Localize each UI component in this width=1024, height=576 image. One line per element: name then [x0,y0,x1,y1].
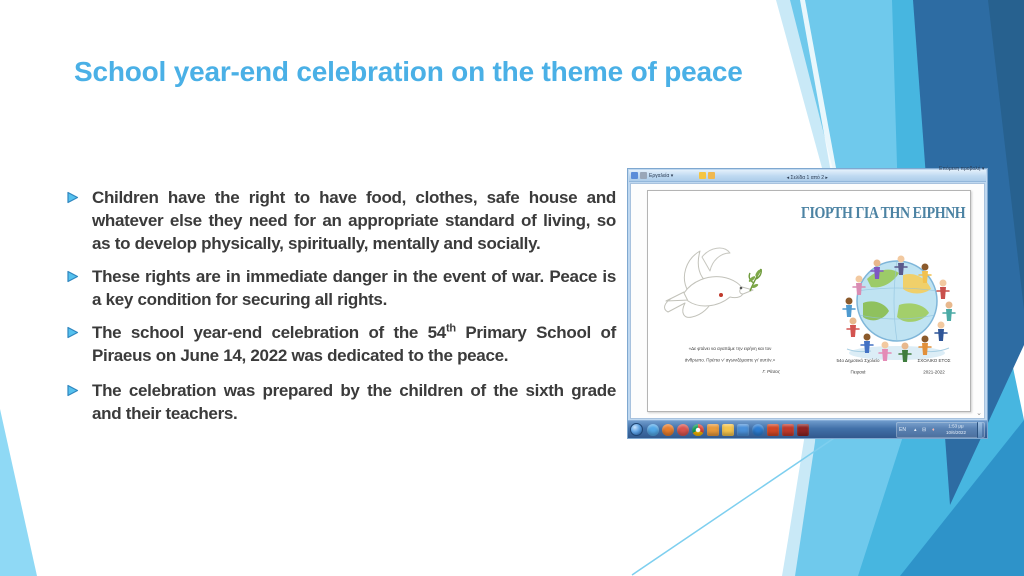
bullet-item [67,265,618,311]
windows-taskbar [628,420,987,438]
media-player-icon[interactable] [677,424,689,436]
scroll-down-hint-icon[interactable]: ⌄ [976,410,982,417]
bullet-item [67,186,618,255]
bullet-text [92,321,616,367]
preview-toolbar [629,165,986,182]
bullet-item [67,379,618,425]
network-icon[interactable]: ⊟ [921,426,926,433]
clock-date: 10/6/2022 [945,429,967,435]
dove-illustration [658,235,762,339]
edge-icon[interactable] [752,424,764,436]
school-year-label: ΣΧΟΛΙΚΟ ΕΤΟΣ [917,358,951,363]
school-name: 54ο Δημοτικό Σχολείο [836,358,880,363]
bullet-text-pre: The school year-end celebration of the 54 [92,323,446,342]
school-block [820,355,896,401]
bullet-text [92,265,616,311]
bullet-triangle-icon [67,326,79,339]
bullet-triangle-icon [67,270,79,283]
save-icon[interactable] [631,172,638,179]
outlook-icon[interactable] [707,424,719,436]
folder-icon[interactable] [708,172,715,179]
show-desktop-button[interactable] [977,422,982,438]
system-tray [896,422,985,438]
bullet-text-pre: The celebration was prepared by the children of the sixth grade and their teachers. [92,381,616,423]
bullet-text-pre: Children have the right to have food, clothes, safe house and whatever else they need for an appropriate standard of living, so as to develop physically, spiritually, mentally and socially. [92,188,616,253]
start-button[interactable] [630,423,643,436]
bullet-triangle-icon [67,191,79,204]
document-title: ΓΙΟΡΤΗ ΓΙΑ ΤΗΝ ΕΙΡΗΝΗ [800,203,965,222]
highlighter-icon[interactable] [699,172,706,179]
chrome-icon[interactable] [692,424,704,436]
toolbar-center-group [749,167,867,185]
next-view-button[interactable]: Επόμενη προβολή ▾ [938,165,985,171]
adobe-reader-icon[interactable] [782,424,794,436]
tray-expand-icon[interactable]: ▴ [914,426,917,433]
bullet-text-post: Primary School of Piraeus on June 14, 2022 was dedicated to the peace. [92,323,616,365]
dove-eye [740,287,743,290]
dove-red-mark [719,293,723,297]
bullet-triangle-icon [67,384,79,397]
document-viewport [630,183,985,419]
toolbar-left-group [631,170,749,181]
page-navigation[interactable]: ◂ Σελίδα 1 από 2 ▸ [786,174,829,180]
quote-block [650,343,810,412]
school-city: Πειραιά [850,369,866,375]
quote-author: Γ. Ρίτσος [762,369,780,374]
bullet-list [67,186,618,435]
acrobat-icon[interactable] [797,424,809,436]
print-icon[interactable] [640,172,647,179]
word-icon[interactable] [737,424,749,436]
bullet-text-pre: These rights are in immediate danger in the event of war. Peace is a key condition for securing all rights. [92,267,616,309]
powerpoint-icon[interactable] [767,424,779,436]
file-explorer-icon[interactable] [722,424,734,436]
school-year-value: 2021-2022 [923,369,945,375]
bullet-text [92,379,616,425]
school-year-block [900,355,968,401]
clock-time: 1:53 μμ [948,423,964,428]
globe-children-illustration [833,245,965,365]
action-center-icon[interactable]: ♦ [931,426,935,433]
deco-bottom-left-wedge [0,409,37,576]
quote-line-2: άνθρωπο. Πρέπει ν’ αγωνιζόμαστε γι’ αυτόν.» [684,357,776,363]
bullet-item [67,321,618,367]
bullet-text-sup: th [445,322,456,335]
tools-menu[interactable]: Εργαλεία ▾ [649,172,674,179]
document-page [647,190,971,412]
internet-explorer-icon[interactable] [647,424,659,436]
quote-line-1: «Δε φτάνει να αγαπάμε την ειρήνη και τον [688,346,772,351]
slide-title: School year-end celebration on the theme of peace [74,56,743,87]
bullet-text [92,186,616,255]
language-indicator[interactable]: EN [898,426,906,433]
taskbar-clock[interactable] [939,423,973,437]
firefox-icon[interactable] [662,424,674,436]
embedded-screenshot-window [627,165,988,439]
olive-leaves [748,269,762,289]
